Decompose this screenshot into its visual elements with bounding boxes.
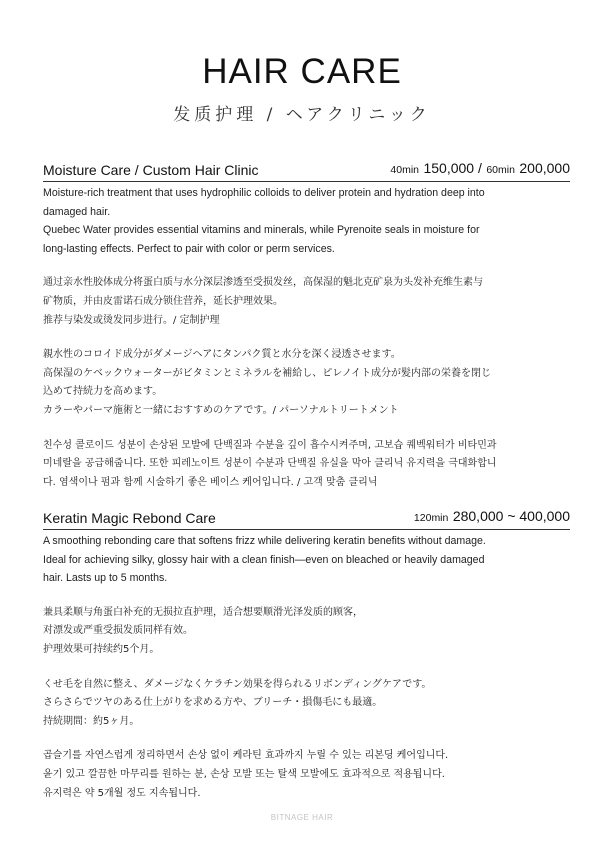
text-line: 通过亲水性胶体成分将蛋白质与水分深层渗透至受损发丝，高保湿的魁北克矿泉为头发补充维生素与 (43, 277, 483, 289)
text-line: long-lasting effects. Perfect to pair with color or perm services. (43, 242, 335, 255)
text-line: 推荐与染发或烫发同步进行。/ 定制护理 (43, 314, 220, 326)
price-amount: 280,000 ~ 400,000 (452, 508, 570, 524)
duration-label: 120min (413, 512, 449, 524)
description-japanese (43, 346, 570, 420)
description-english (43, 184, 570, 258)
text-line: 持続期間：約5ヶ月。 (43, 715, 140, 727)
text-line: 高保湿のケベックウォーターがビタミンとミネラルを補給し、ピレノイト成分が髪内部の栄養を閉じ (43, 367, 491, 379)
description-japanese (43, 676, 570, 732)
price-amount: 150,000 / (423, 160, 482, 176)
service-section-keratin-rebond (43, 506, 570, 803)
service-name: Moisture Care / Custom Hair Clinic (43, 162, 259, 178)
page-subtitle: 发质护理 / ヘアクリニック (173, 105, 431, 125)
description-korean (43, 747, 570, 803)
text-line: A smoothing rebonding care that softens frizz while delivering keratin benefits without damage. (43, 535, 486, 547)
text-line: damaged hair. (43, 205, 111, 218)
description-chinese (43, 604, 570, 660)
duration-label: 60min (486, 164, 515, 176)
service-section-moisture-care (43, 158, 570, 492)
text-line: Quebec Water provides essential vitamins and minerals, while Pyrenoite seals in moisture for (43, 224, 480, 237)
text-line: 다. 염색이나 펌과 함께 시술하기 좋은 베이스 케어입니다. / 고객 맞춤 클리닉 (43, 476, 378, 488)
section-header (43, 158, 570, 182)
text-line: 护理效果可持续约5个月。 (43, 643, 160, 655)
text-line: 곱슬기를 자연스럽게 정리하면서 손상 없이 케라틴 효과까지 누릴 수 있는 리본딩 케어입니다. (43, 750, 449, 762)
service-price (414, 508, 570, 526)
text-line: 込めて持続力を高めます。 (43, 386, 163, 398)
text-line: Ideal for achieving silky, glossy hair with a clean finish—even on bleached or heavily damaged (43, 553, 485, 566)
price-amount: 200,000 (519, 160, 570, 176)
text-line: 미네랄을 공급해줍니다. 또한 피레노이트 성분이 수분과 단백질 유실을 막아 클리닉 유지력을 극대화합니 (43, 458, 497, 470)
description-english (43, 532, 570, 588)
page-title: HAIR CARE (202, 52, 402, 91)
duration-label: 40min (390, 164, 420, 176)
text-line: 유지력은 약 5개월 정도 지속됩니다. (43, 787, 201, 799)
service-price (390, 160, 570, 178)
text-line: 親水性のコロイド成分がダメージヘアにタンパク質と水分を深く浸透させます。 (43, 349, 401, 361)
text-line: 윤기 있고 깔끔한 마무리를 원하는 분, 손상 모발 또는 탈색 모발에도 효과적으로 적용됩니다. (43, 768, 445, 780)
text-line: 兼具柔顺与角蛋白补充的无损拉直护理，适合想要顺滑光泽发质的顾客， (43, 606, 363, 618)
service-name: Keratin Magic Rebond Care (43, 510, 216, 526)
text-line: Moisture-rich treatment that uses hydrophilic colloids to deliver protein and hydration deep into (43, 187, 485, 199)
text-line: カラーやパーマ施術と一緒におすすめのケアです。/ パーソナルトリートメント (43, 404, 399, 416)
description-chinese (43, 274, 570, 330)
text-line: 矿物质，并由皮雷诺石成分锁住营养，延长护理效果。 (43, 295, 283, 307)
text-line: hair. Lasts up to 5 months. (43, 572, 168, 585)
section-header (43, 506, 570, 530)
footer-brand: BITNAGE HAIR (270, 813, 334, 822)
text-line: くせ毛を自然に整え、ダメージなくケラチン効果を得られるリボンディングケアです。 (43, 678, 432, 690)
description-korean (43, 437, 570, 493)
text-line: 对漂发或严重受损发质同样有效。 (43, 625, 193, 637)
text-line: さらさらでツヤのある仕上がりを求める方や、ブリーチ・損傷毛にも最適。 (43, 697, 383, 709)
text-line: 친수성 콜로이드 성분이 손상된 모발에 단백질과 수분을 깊이 흡수시켜주며, 고보습 퀘벡워터가 비타민과 (43, 439, 497, 451)
